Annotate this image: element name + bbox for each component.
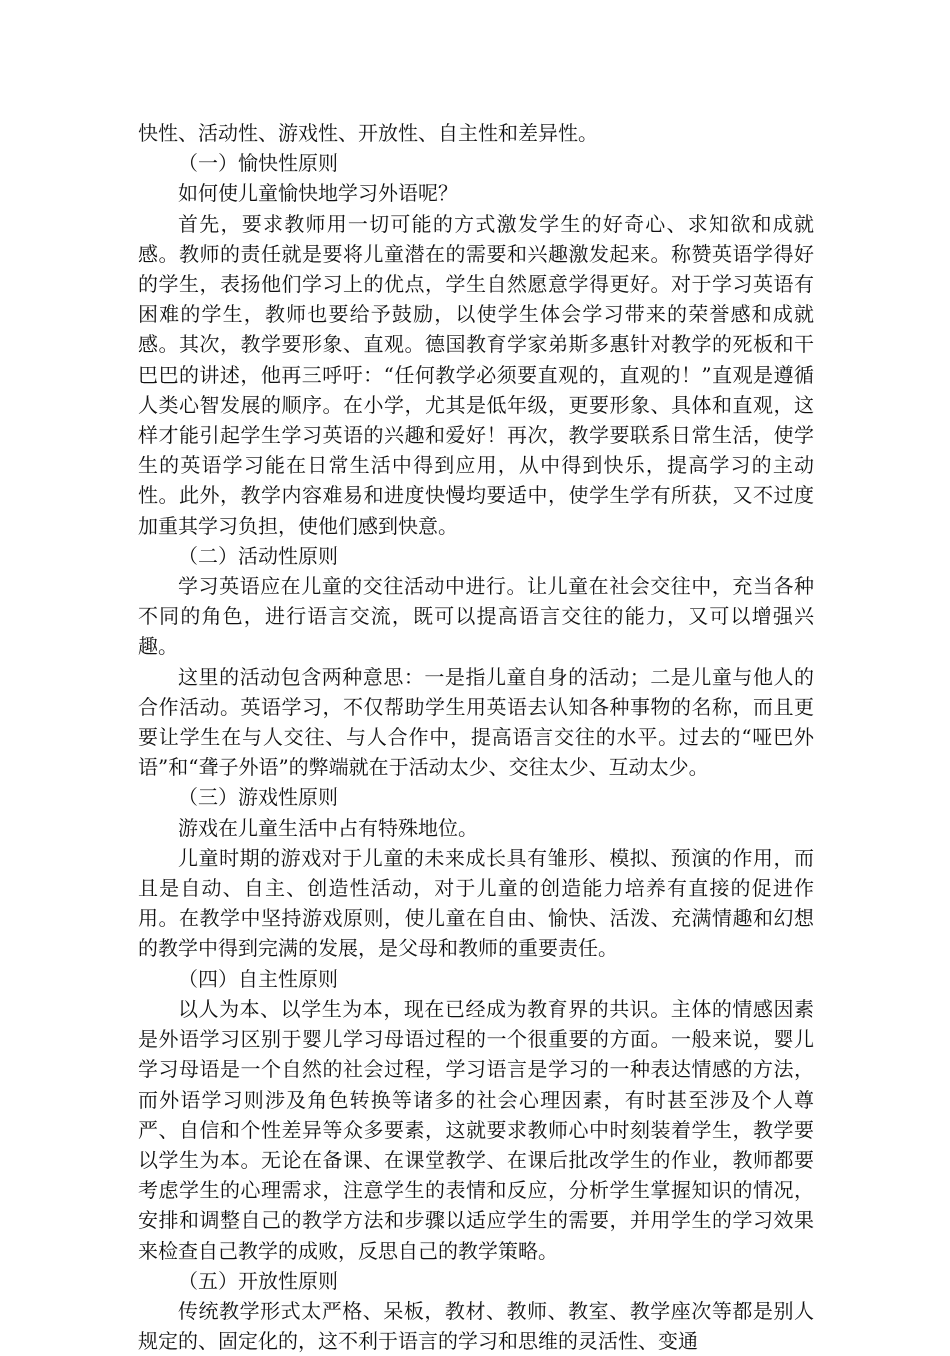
section-heading-activity: （二）活动性原则 bbox=[178, 543, 338, 568]
paragraph: 儿童时期的游戏对于儿童的未来成长具有雏形、模拟、预演的作用，而且是自动、自主、创造性活动，对于儿童的创造能力培养有直接的促进作用。在教学中坚持游戏原则，使儿童在自由、愉快、活泼、充满情趣和幻想的教学中得到完满的发展，是父母和教师的重要责任。 bbox=[138, 845, 814, 961]
paragraph: 游戏在儿童生活中占有特殊地位。 bbox=[178, 815, 478, 840]
paragraph-intro-continuation: 快性、活动性、游戏性、开放性、自主性和差异性。 bbox=[138, 121, 598, 145]
document-body bbox=[138, 118, 814, 1356]
section-heading-autonomy: （四）自主性原则 bbox=[178, 966, 338, 991]
paragraph: 传统教学形式太严格、呆板，教材、教师、教室、教学座次等都是别人规定的、固定化的，这不利于语言的学习和思维的灵活性、变通 bbox=[138, 1298, 814, 1354]
section-heading-openness: （五）开放性原则 bbox=[178, 1268, 338, 1293]
paragraph: 如何使儿童愉快地学习外语呢？ bbox=[178, 181, 458, 206]
paragraph: 以人为本、以学生为本，现在已经成为教育界的共识。主体的情感因素是外语学习区别于婴儿学习母语过程的一个很重要的方面。一般来说，婴儿学习母语是一个自然的社会过程，学习语言是学习的一种表达情感的方法，而外语学习则涉及角色转换等诸多的社会心理因素，有时甚至涉及个人尊严、自信和个性差异等众多要素，这就要求教师心中时刻装着学生，教学要以学生为本。无论在备课、在课堂教学、在课后批改学生的作业，教师都要考虑学生的心理需求，注意学生的表情和反应，分析学生掌握知识的情况，安排和调整自己的教学方法和步骤以适应学生的需要，并用学生的学习效果来检查自己教学的成败，反思自己的教学策略。 bbox=[138, 996, 814, 1263]
paragraph: 首先，要求教师用一切可能的方式激发学生的好奇心、求知欲和成就感。教师的责任就是要将儿童潜在的需要和兴趣激发起来。称赞英语学得好的学生，表扬他们学习上的优点，学生自然愿意学得更好。对于学习英语有困难的学生，教师也要给予鼓励，以使学生体会学习带来的荣誉感和成就感。其次，教学要形象、直观。德国教育学家弟斯多惠针对教学的死板和干巴巴的讲述，他再三呼吁：“任何教学必须要直观的，直观的！”直观是遵循人类心智发展的顺序。在小学，尤其是低年级，更要形象、具体和直观，这样才能引起学生学习英语的兴趣和爱好！再次，教学要联系日常生活，使学生的英语学习能在日常生活中得到应用，从中得到快乐，提高学习的主动性。此外，教学内容难易和进度快慢均要适中，使学生学有所获，又不过度加重其学习负担，使他们感到快意。 bbox=[138, 211, 814, 538]
paragraph: 这里的活动包含两种意思：一是指儿童自身的活动；二是儿童与他人的合作活动。英语学习，不仅帮助学生用英语去认知各种事物的名称，而且更要让学生在与人交往、与人合作中，提高语言交往的水平。过去的“哑巴外语”和“聋子外语”的弊端就在于活动太少、交往太少、互动太少。 bbox=[138, 664, 814, 780]
section-heading-game: （三）游戏性原则 bbox=[178, 785, 338, 810]
section-heading-joyfulness: （一）愉快性原则 bbox=[178, 151, 338, 176]
paragraph: 学习英语应在儿童的交往活动中进行。让儿童在社会交往中，充当各种不同的角色，进行语言交流，既可以提高语言交往的能力，又可以增强兴趣。 bbox=[138, 574, 814, 659]
